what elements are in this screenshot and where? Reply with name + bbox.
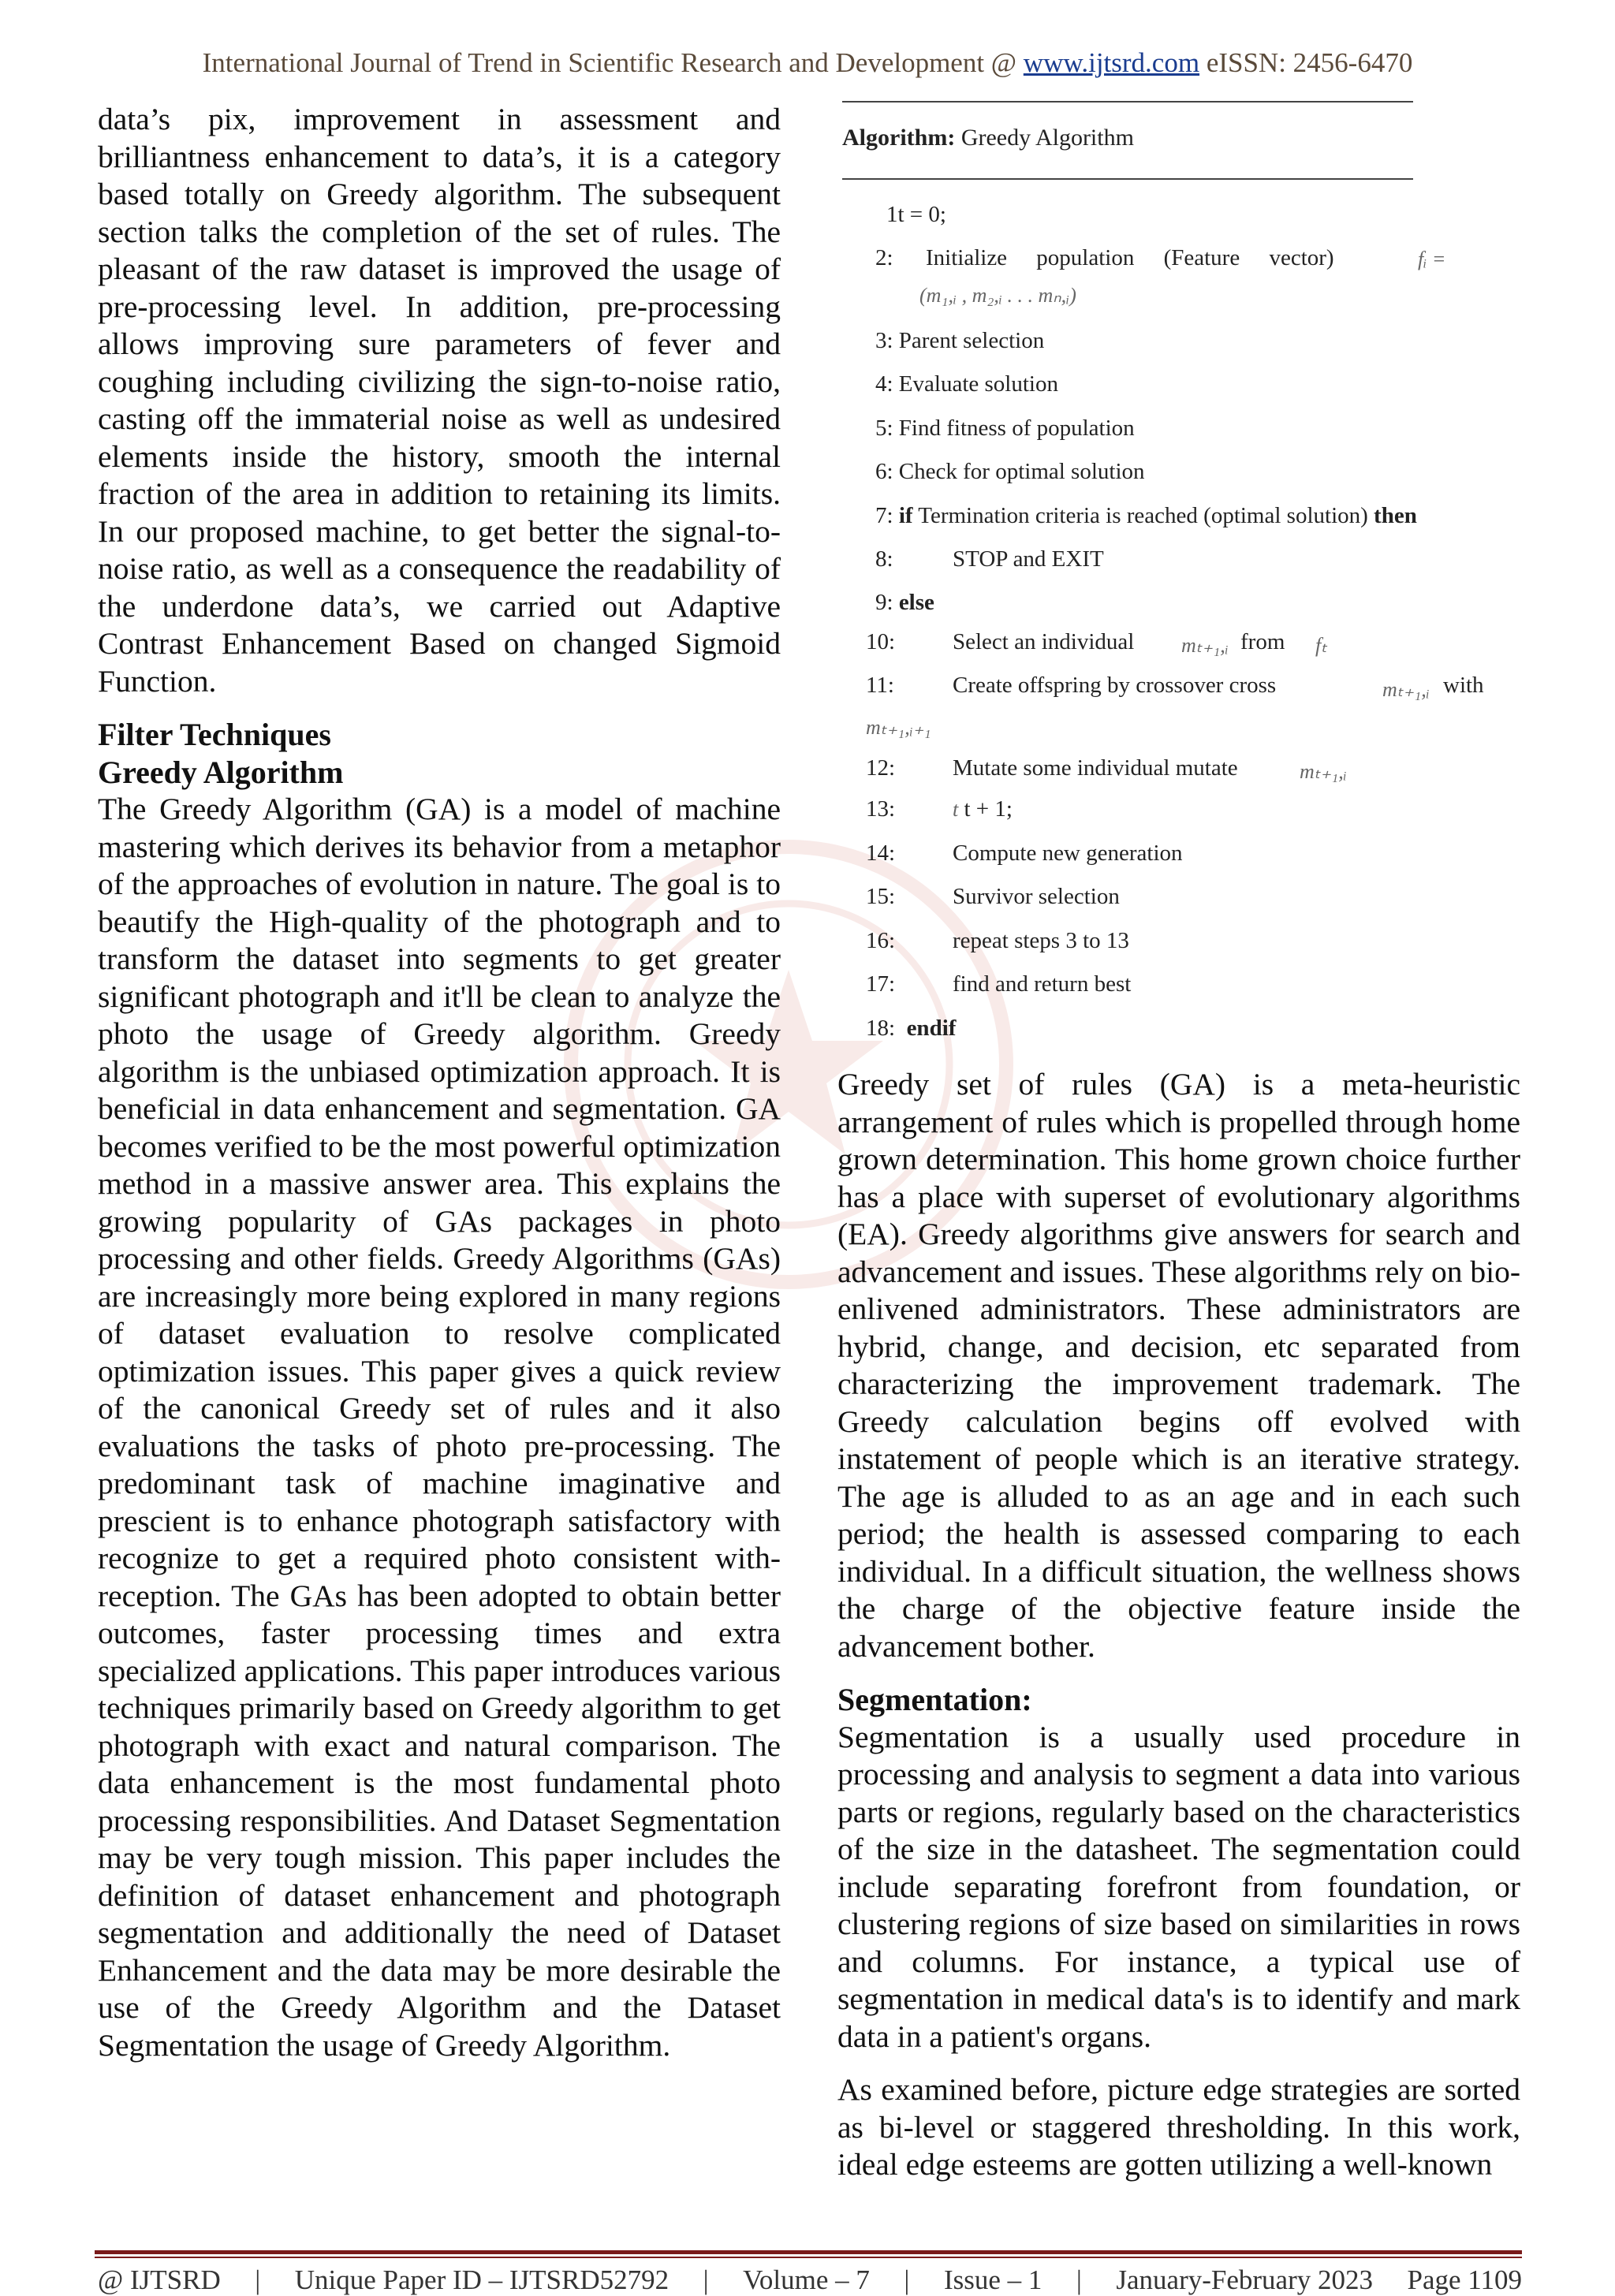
algo-step: 3: Parent selection	[875, 328, 1045, 353]
journal-name: International Journal of Trend in Scientific Research and Development @	[202, 47, 1024, 78]
footer-page: Page 1109	[1407, 2264, 1522, 2295]
algo-step: 14: Compute new generation	[866, 840, 1183, 866]
algo-step: 11: Create offspring by crossover cross	[866, 673, 1277, 698]
issn: eISSN: 2456-6470	[1199, 47, 1413, 78]
algorithm-title: Algorithm: Greedy Algorithm	[842, 125, 1134, 151]
algo-math: mₜ₊₁,ᵢ₊₁	[866, 716, 931, 739]
section-heading: Filter Techniques	[98, 717, 331, 752]
algo-step: 10: Select an individual	[866, 629, 1135, 654]
running-header	[0, 47, 1615, 79]
subsection-heading: Greedy Algorithm	[98, 754, 344, 790]
algo-step: from	[1240, 629, 1285, 654]
footer-paper-id: Unique Paper ID – IJTSRD52792	[294, 2264, 669, 2295]
algo-step: 8: STOP and EXIT	[875, 546, 1104, 572]
paragraph: Greedy set of rules (GA) is a meta-heuristic arrangement of rules which is propelled through home grown determination. This home grown choice further has a place with superset of evolutionary algorithms (EA). Greedy algorithms give answers for search and advancement and issues. These algorithms rely on bio-enlivened administrators. These administrators are hybrid, change, and decision, etc separated from characterizing the improvement trademark. The Greedy calculation begins off evolved with instatement of people which is an iterative strategy. The age is alluded to as an age and in each such period; the health is assessed comparing to each individual. In a difficult situation, the wellness shows the charge of the objective feature inside the advancement bother.	[837, 1067, 1520, 1664]
paragraph: The Greedy Algorithm (GA) is a model of machine mastering which derives its behavior from a metaphor of the approaches of evolution in nature. The goal is to beautify the High-quality of the photograph and to transform the dataset into segments to get greater significant photograph and it'll be clean to analyze the photo the usage of Greedy algorithm. Greedy algorithm is the unbiased optimization approach. It is beneficial in data enhancement and segmentation. GA becomes verified to be the most powerful optimization method in a massive answer area. This explains the growing popularity of GAs packages in photo processing and other fields. Greedy Algorithms (GAs) are increasingly more being explored in many regions of dataset evaluation to resolve complicated optimization issues. This paper gives a quick review of the canonical Greedy set of rules and it also evaluations the tasks of photo pre-processing. The predominant task of machine imaginative and prescient is to enhance photograph satisfactory with recognize to get a required photo consistent with-reception. The GAs has been adopted to obtain better outcomes, faster processing times and extra specialized applications. This paper introduces various techniques primarily based on Greedy algorithm to get photograph with exact and natural comparison. The data enhancement is the most fundamental photo processing responsibilities. And Dataset Segmentation may be very tough mission. This paper includes the definition of dataset enhancement and photograph segmentation and additionally the need of Dataset Enhancement and the data may be more desirable the use of the Greedy Algorithm and the Dataset Segmentation the usage of Greedy Algorithm.	[98, 792, 781, 2063]
divider	[842, 178, 1413, 180]
footer-rule	[95, 2257, 1522, 2258]
footer-journal: @ IJTSRD	[98, 2264, 221, 2295]
algo-step: 16: repeat steps 3 to 13	[866, 928, 1129, 953]
paragraph: Segmentation is a usually used procedure in processing and analysis to segment a data into various parts or regions, regularly based on the characteristics of the size in the datasheet. The segmentation could include separating forefront from foundation, or clustering regions of size based on similarities in rows and columns. For instance, a typical use of segmentation in medical data's is to identify and mark data in a patient's organs.	[837, 1719, 1520, 2054]
paragraph: As examined before, picture edge strategies are sorted as bi-level or staggered thresholding. In this work, ideal edge esteems are gotten utilizing a well-known	[837, 2072, 1520, 2182]
algo-math: fₜ	[1315, 634, 1327, 657]
algo-math: (m₁,ᵢ , m₂,ᵢ . . . mₙ,ᵢ)	[919, 284, 1076, 307]
page-footer: @ IJTSRD | Unique Paper ID – IJTSRD52792 | Volume – 7 | Issue – 1 | January-February 2023 Page 1109	[98, 2264, 1522, 2295]
algo-step: 13: t t + 1;	[866, 796, 1013, 822]
algorithm-box	[842, 85, 1520, 1041]
footer-date: January-February 2023	[1116, 2264, 1373, 2295]
algo-step: 4: Evaluate solution	[875, 371, 1058, 397]
algo-step: 12: Mutate some individual mutate	[866, 755, 1238, 781]
algo-math: fᵢ =	[1418, 248, 1446, 270]
algo-step: 7: if Termination criteria is reached (optimal solution) then	[875, 503, 1417, 528]
algo-math: mₜ₊₁,ᵢ	[1300, 760, 1347, 783]
left-column	[98, 101, 781, 2064]
algo-step: 5: Find fitness of population	[875, 416, 1135, 441]
algo-step: 6: Check for optimal solution	[875, 459, 1145, 484]
algo-step: 2: Initialize population (Feature vector)	[875, 245, 1334, 270]
algo-step: 17: find and return best	[866, 971, 1132, 997]
algo-step: 18: endif	[866, 1016, 957, 1041]
footer-volume: Volume – 7	[743, 2264, 870, 2295]
algo-step: 1t = 0;	[886, 202, 946, 227]
divider	[842, 101, 1413, 102]
algo-step: with	[1443, 673, 1484, 698]
section-heading: Segmentation:	[837, 1682, 1032, 1717]
footer-rule	[95, 2250, 1522, 2254]
algo-step: 9: else	[875, 590, 934, 615]
algo-math: mₜ₊₁,ᵢ	[1181, 634, 1229, 657]
algo-math: mₜ₊₁,ᵢ	[1382, 678, 1430, 701]
algo-step: 15: Survivor selection	[866, 884, 1120, 909]
right-column	[837, 1066, 1520, 2184]
footer-issue: Issue – 1	[943, 2264, 1042, 2295]
journal-url[interactable]: www.ijtsrd.com	[1023, 47, 1200, 78]
paragraph: data’s pix, improvement in assessment and brilliantness enhancement to data’s, it is a category based totally on Greedy algorithm. The subsequent section talks the completion of the set of rules. The pleasant of the raw dataset is improved the usage of pre-processing level. In addition, pre-processing allows improving sure parameters of fever and coughing including civilizing the sign-to-noise ratio, casting off the immaterial noise as well as undesired elements inside the history, smooth the internal fraction of the area in addition to retaining its limits. In our proposed machine, to get better the signal-to-noise ratio, as well as a consequence the readability of the underdone data’s, we carried out Adaptive Contrast Enhancement Based on changed Sigmoid Function.	[98, 102, 781, 699]
